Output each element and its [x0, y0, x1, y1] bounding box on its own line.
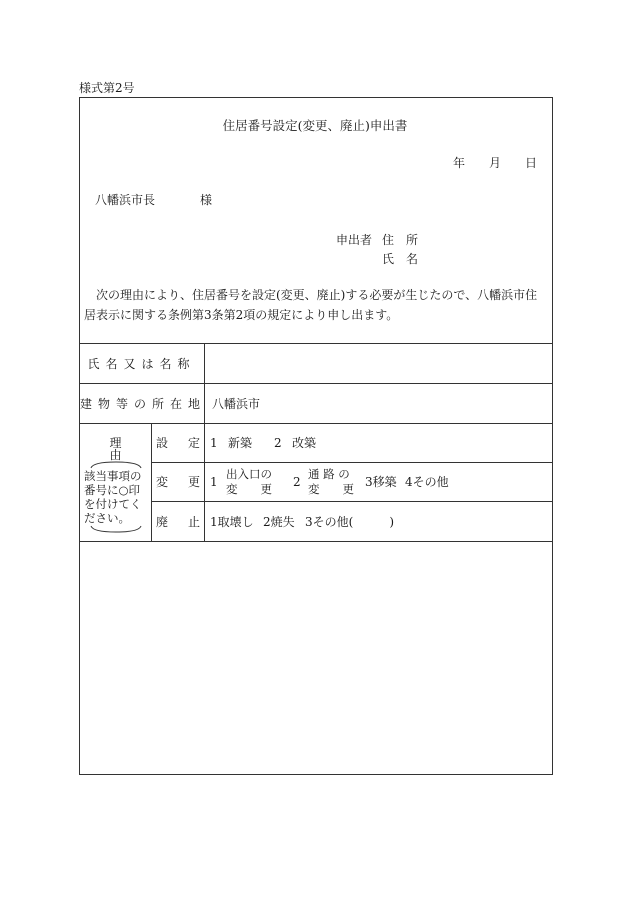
brace-top-icon	[89, 461, 143, 469]
row-divider-2	[79, 423, 552, 424]
setting-option-1-number[interactable]: 1	[210, 436, 218, 450]
brace-bottom-icon	[89, 525, 143, 533]
addressee-city: 八幡浜市長	[95, 193, 156, 207]
change-option-2-number[interactable]: 2	[293, 475, 301, 489]
addressee-honorific: 様	[200, 193, 213, 207]
abolish-option-1[interactable]: 1取壊し	[210, 515, 254, 529]
location-row-value[interactable]: 八幡浜市	[212, 397, 261, 411]
reason-block	[81, 437, 150, 533]
change-option-4[interactable]: 4その他	[405, 475, 449, 489]
abolish-option-3[interactable]: 3その他( )	[305, 515, 394, 529]
change-option-3[interactable]: 3移築	[365, 475, 397, 489]
setting-option-2-text[interactable]: 改築	[292, 436, 317, 450]
table-top-line	[79, 343, 552, 344]
setting-option-2-number[interactable]: 2	[274, 436, 282, 450]
table-bottom-line	[79, 541, 552, 542]
row-divider-1	[79, 383, 552, 384]
reason-title	[81, 437, 150, 461]
applicant-address-label: 住 所	[382, 233, 419, 247]
change-option-2-line2[interactable]: 変 更	[308, 482, 354, 496]
form-number: 様式第2号	[79, 81, 135, 95]
date-day-label: 日	[525, 156, 538, 170]
name-row-label: 氏名又は名称	[87, 357, 196, 371]
reason-title-char-1: 理	[109, 436, 122, 450]
date-month-label: 月	[489, 156, 502, 170]
change-option-1-line1[interactable]: 出入口の	[226, 467, 272, 481]
change-label: 変更	[156, 475, 200, 489]
document-title: 住居番号設定(変更、廃止)申出書	[222, 118, 408, 133]
reason-title-char-2: 由	[109, 448, 122, 462]
abolish-option-2[interactable]: 2焼失	[263, 515, 295, 529]
change-option-2-line1[interactable]: 通 路 の	[308, 467, 350, 481]
applicant-label: 申出者	[336, 233, 373, 247]
change-option-1-number[interactable]: 1	[210, 475, 218, 489]
location-row-label: 建物等の所在地	[80, 397, 207, 411]
reason-column-line	[151, 423, 152, 541]
abolish-label: 廃止	[156, 515, 200, 529]
setting-label: 設定	[156, 436, 200, 450]
setting-option-1-text[interactable]: 新築	[228, 436, 253, 450]
application-statement: 次の理由により、住居番号を設定(変更、廃止)する必要が生じたので、八幡浜市住居表示に関する条例第3条第2項の規定により申し出ます。	[84, 288, 538, 322]
date-year-label: 年	[453, 156, 466, 170]
reason-divider-1	[151, 462, 552, 463]
reason-note: 該当事項の番号に○印を付けてください。	[84, 469, 142, 525]
reason-divider-2	[151, 501, 552, 502]
change-option-1-line2[interactable]: 変 更	[226, 482, 272, 496]
applicant-name-label: 氏 名	[382, 252, 419, 266]
label-column-line	[204, 343, 205, 541]
